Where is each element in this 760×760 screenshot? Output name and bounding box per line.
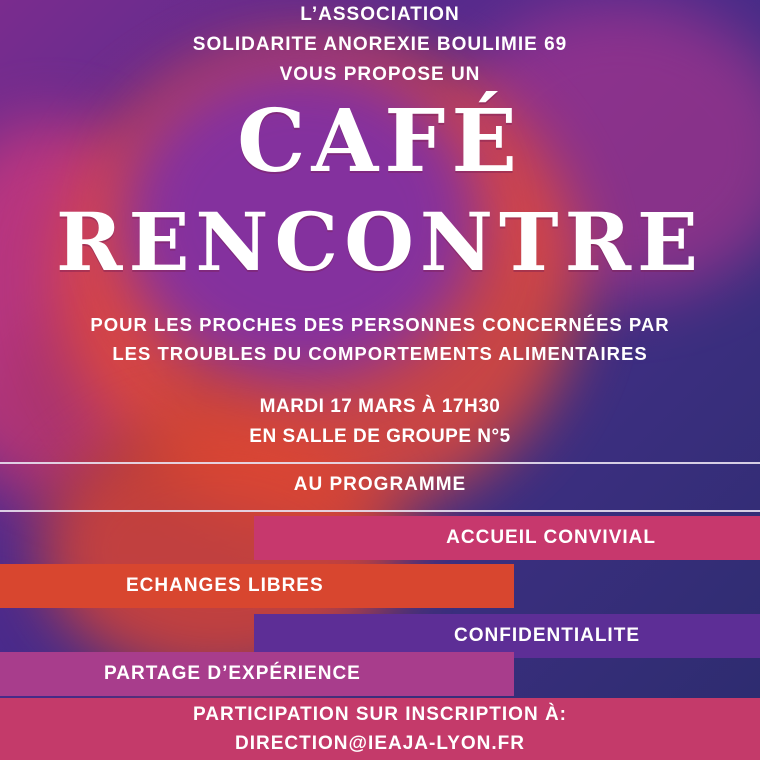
title-cafe: CAFÉ bbox=[237, 91, 523, 192]
event-place: EN SALLE DE GROUPE N°5 bbox=[249, 426, 511, 447]
program-item bbox=[0, 652, 514, 696]
subtitle bbox=[0, 310, 760, 368]
program-heading: AU PROGRAMME bbox=[293, 474, 467, 495]
divider bbox=[0, 462, 760, 464]
subtitle-line: LES TROUBLES DU COMPORTEMENTS ALIMENTAIRES bbox=[112, 343, 648, 364]
program-item bbox=[254, 516, 760, 560]
program-item-label: ACCUEIL CONVIVIAL bbox=[446, 527, 656, 548]
program-item-label: PARTAGE D’EXPÉRIENCE bbox=[104, 663, 361, 684]
intro-line: L’ASSOCIATION bbox=[300, 4, 460, 25]
program-item-label: ECHANGES LIBRES bbox=[126, 575, 324, 596]
divider bbox=[0, 510, 760, 512]
title-rencontre: RENCONTRE bbox=[55, 195, 705, 289]
footer-registration bbox=[0, 698, 760, 760]
event-date: MARDI 17 MARS À 17H30 bbox=[259, 396, 501, 417]
footer-email[interactable]: DIRECTION@IEAJA-LYON.FR bbox=[235, 733, 525, 754]
intro-line: SOLIDARITE ANOREXIE BOULIMIE 69 bbox=[192, 34, 568, 55]
event-details bbox=[0, 392, 760, 452]
program-item bbox=[0, 564, 514, 608]
intro-text bbox=[0, 0, 760, 90]
program-item-label: CONFIDENTIALITE bbox=[454, 625, 640, 646]
subtitle-line: POUR LES PROCHES DES PERSONNES CONCERNÉES PAR bbox=[90, 314, 670, 335]
intro-line: VOUS PROPOSE UN bbox=[279, 64, 481, 85]
footer-line: PARTICIPATION SUR INSCRIPTION À: bbox=[193, 704, 567, 725]
